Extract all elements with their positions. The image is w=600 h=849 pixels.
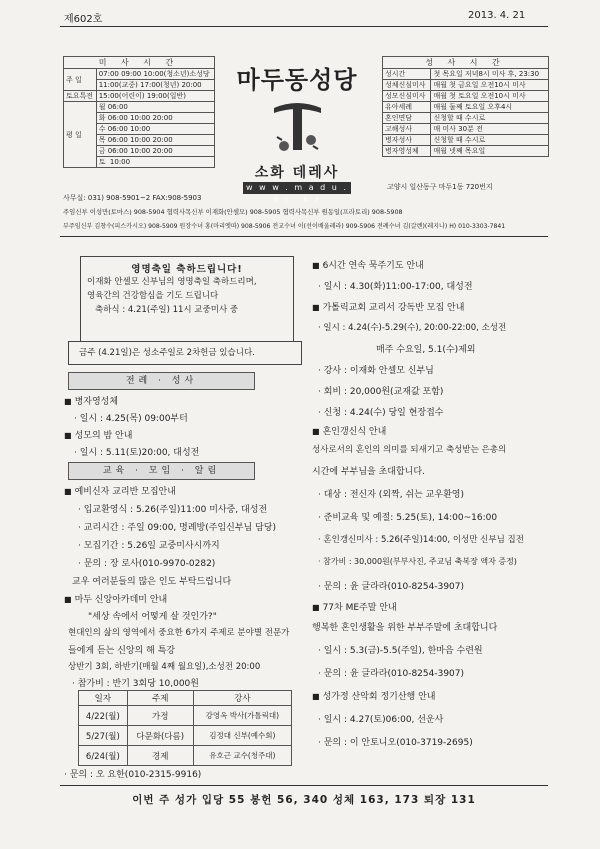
item-detail: · 참가비 : 30,000원(부부사진, 주교님 축복장 액자 증정) (318, 557, 517, 566)
item-detail: · 일시 : 5.3(금)-5.5(주일), 한마음 수련원 (318, 646, 483, 656)
item-detail: · 준비교육 및 예절: 5.25(토), 14:00~16:00 (318, 513, 498, 523)
sacrament-key: 유아세례 (383, 102, 431, 113)
sacrament-key: 성시간 (383, 69, 431, 80)
table-cell: 다문화(다름) (127, 726, 193, 746)
item-detail: 교우 여러분들의 많은 인도 부탁드립니다 (72, 577, 232, 587)
weekday: 월 (98, 103, 106, 111)
item-detail: 시간에 부부님을 초대합니다. (312, 467, 425, 477)
website-link[interactable]: w w w . m a d u . o r . k r (243, 182, 351, 194)
sacrament-value: 신청할 때 수시로 (431, 135, 549, 146)
table-cell: 6/24(월) (79, 746, 128, 766)
mass-times: 07:00 09:00 10:00(청소년)소성당 (96, 69, 214, 80)
sacrament-key: 혼인면담 (383, 113, 431, 124)
sacrament-value: 첫 목요일 저녁8시 미사 후, 23:30 (431, 69, 549, 80)
church-address: 고양시 일산동구 마두1동 720번지 (387, 183, 493, 191)
cross-logo-icon (270, 96, 325, 156)
square-bullet-icon: ■ (64, 595, 72, 604)
square-bullet-icon: ■ (312, 427, 320, 436)
square-bullet-icon: ■ (64, 487, 72, 496)
header-divider (60, 236, 548, 237)
sacrament-key: 병자성사 (383, 135, 431, 146)
table-cell: 가정 (127, 706, 193, 726)
top-divider (60, 26, 548, 27)
item-detail: · 문의 : 오 요한(010-2315-9916) (64, 770, 202, 780)
issue-date: 2013. 4. 21 (468, 10, 526, 21)
sacrament-value: 매월 둘째 토요일 오후4시 (431, 102, 549, 113)
mass-times: 15:00(어린이) 19:00(일반) (96, 91, 214, 102)
item-detail: · 일시 : 5.11(토)20:00, 대성전 (74, 448, 200, 458)
item-detail: 성사로서의 혼인의 의미를 되새기고 축성받는 은총의 (312, 445, 507, 455)
item-heading: 성모의 밤 안내 (74, 431, 133, 441)
sacrament-key: 고해성사 (383, 124, 431, 135)
weekday-times: 10:00 (107, 158, 131, 166)
staff-contact: 부주임신부 김창수(피스카시오) 908-5909 원장수녀 홍(마리엣따) 908-5906 전교수녀 이(선이배울레라) 909-5906 전례수녀 김(갈렌)(레지나) H) 010-3303-7841 (63, 223, 506, 230)
section-header-liturgy: 전례 · 성사 (68, 372, 255, 390)
sacrament-key: 성체신심미사 (383, 80, 431, 91)
office-contact: 사무실: 031) 908-5901~2 FAX:908-5903 (63, 194, 202, 202)
footer-divider (60, 785, 548, 786)
sacrament-key: 병자영성체 (383, 146, 431, 157)
item-detail: · 일시 : 4.27(토)06:00, 선운사 (318, 715, 444, 725)
item-detail: · 일시 : 4.30(화)11:00-17:00, 대성전 (318, 282, 473, 292)
item-detail: 들에게 듣는 신앙의 해 특강 (68, 646, 176, 656)
item-detail: 매주 수요일, 5.1(수)제외 (376, 345, 476, 355)
table-cell: 5/27(월) (79, 726, 128, 746)
table-header: 강사 (193, 691, 291, 706)
weekday-times: 06:00 10:00 20:00 (107, 136, 173, 144)
square-bullet-icon: ■ (64, 397, 72, 406)
item-detail: · 입교환영식 : 5.26(주일)11:00 미사중, 대성전 (78, 505, 268, 515)
greeting-line: 축하식 : 4.21(주일) 11시 교중미사 중 (95, 305, 239, 315)
item-heading: 77차 ME주말 안내 (322, 603, 397, 613)
mass-label-weekday: 평 일 (64, 102, 97, 168)
mass-schedule-table (63, 56, 215, 168)
lecture-table (78, 690, 292, 766)
staff-contact: 주임신부 이성만(토마스) 908-5904 협력사목신부 이재화(안셀모) 908-5905 협력사목신부 원동일(프라토리) 908-5908 (63, 208, 403, 216)
table-cell: 유호근 교수(청주대) (193, 746, 291, 766)
item-detail: 상반기 3회, 하반기(매월 4째 월요일),소성전 20:00 (68, 662, 261, 672)
weekday: 수 (98, 125, 106, 133)
item-detail: · 일시 : 4.24(수)-5.29(수), 20:00-22:00, 소성전 (318, 323, 507, 333)
item-heading: 가톨릭교회 교리서 강독반 모집 안내 (322, 303, 465, 313)
hymn-numbers-footer: 이번 주 성가 입당 55 봉헌 56, 340 성체 163, 173 퇴장 131 (132, 794, 476, 806)
item-detail: · 문의 : 윤 글라라(010-8254-3907) (318, 669, 465, 679)
sacrament-value: 매월 넷째 목요일 (431, 146, 549, 157)
mass-label-sunday: 주 일 (64, 69, 97, 91)
item-detail: · 참가비 : 반기 3회당 10,000원 (72, 679, 199, 689)
item-heading: 예비신자 교리반 모집안내 (74, 487, 176, 497)
greeting-line: 영육간의 건강함심을 기도 드립니다 (87, 291, 219, 301)
square-bullet-icon: ■ (312, 261, 320, 270)
item-detail: · 일시 : 4.25(목) 09:00부터 (74, 414, 188, 424)
table-cell: 김정대 신부(예수회) (193, 726, 291, 746)
item-heading: 혼인갱신식 안내 (322, 427, 387, 437)
table-row (79, 726, 292, 746)
square-bullet-icon: ■ (312, 692, 320, 701)
item-detail: · 신청 : 4.24(수) 당일 현장접수 (318, 408, 444, 418)
weekday-times: 06:00 (107, 103, 128, 111)
table-cell: 경제 (127, 746, 193, 766)
mass-times: 11:00(교중) 17:00(청년) 20:00 (96, 80, 214, 91)
notice-box: 금주 (4.21일)은 성소주일로 2차헌금 있습니다. (68, 341, 302, 365)
greeting-title: 영명축일 축하드립니다! (131, 264, 243, 275)
greeting-line: 이재화 안셀모 신부님의 영명축일 축하드리며, (87, 277, 257, 287)
weekday: 화 (98, 114, 106, 122)
square-bullet-icon: ■ (312, 303, 320, 312)
item-detail: · 강사 : 이재화 안셀모 신부님 (318, 366, 434, 376)
table-cell: 4/22(월) (79, 706, 128, 726)
square-bullet-icon: ■ (312, 603, 320, 612)
weekday: 목 (98, 136, 106, 144)
mass-schedule-title: 미 사 시 간 (64, 57, 215, 69)
item-detail: · 대상 : 전신자 (외짝, 쉬는 교우환영) (318, 490, 464, 500)
weekday-times: 06:00 10:00 20:00 (107, 147, 173, 155)
mass-label-saturday: 토요특전 (64, 91, 97, 102)
issue-number: 제602호 (64, 14, 103, 25)
sacrament-title: 성 사 시 간 (383, 57, 549, 69)
item-detail: · 문의 : 장 로사(010-9970-0282) (78, 559, 216, 569)
sacrament-schedule-table (382, 56, 549, 157)
table-cell: 강영옥 박사(가톨릭대) (193, 706, 291, 726)
weekday: 금 (98, 147, 106, 155)
sacrament-value: 매월 첫 토요일 오전10시 미사 (431, 91, 549, 102)
item-detail: 현대인의 삶의 영역에서 중요한 6가지 주제로 분야별 전문가 (68, 628, 290, 638)
weekday: 토 (98, 158, 106, 166)
sacrament-value: 신청할 때 수시로 (431, 113, 549, 124)
table-row (79, 706, 292, 726)
item-heading: 병자영성체 (74, 397, 119, 407)
square-bullet-icon: ■ (64, 431, 72, 440)
item-detail: "세상 속에서 어떻게 살 것인가?" (88, 612, 217, 622)
section-header-education: 교육 · 모임 · 알림 (68, 462, 255, 480)
table-header: 주제 (127, 691, 193, 706)
item-detail: · 모집기간 : 5.26일 교중미사시까지 (78, 541, 220, 551)
sacrament-value: 매월 첫 금요일 오전10시 미사 (431, 80, 549, 91)
item-detail: · 회비 : 20,000원(교재값 포함) (318, 387, 444, 397)
sacrament-key: 성모신심미사 (383, 91, 431, 102)
weekday-times: 06:00 10:00 20:00 (107, 114, 173, 122)
item-heading: 6시간 연속 묵주기도 안내 (322, 261, 424, 271)
item-heading: 성가정 산악회 정기산행 안내 (322, 692, 436, 702)
church-name: 마두동성당 (236, 66, 358, 94)
item-detail: · 문의 : 윤 글라라(010-8254-3907) (318, 582, 465, 592)
item-heading: 마두 신앙아카데미 안내 (74, 595, 168, 605)
item-detail: 행복한 혼인생활을 위한 부부주말에 초대합니다 (312, 623, 498, 633)
item-detail: · 교리시간 : 주일 09:00, 명례방(주임신부님 담당) (78, 523, 276, 533)
table-header: 일자 (79, 691, 128, 706)
sacrament-value: 매 미사 30분 전 (431, 124, 549, 135)
church-patron: 소화 데레사 (254, 165, 340, 181)
weekday-times: 06:00 10:00 (107, 125, 151, 133)
item-detail: · 문의 : 이 안토니오(010-3719-2695) (318, 738, 473, 748)
greeting-box (80, 256, 294, 344)
item-detail: · 혼인갱신미사 : 5.26(주일)14:00, 이성만 신부님 집전 (318, 535, 524, 545)
table-row (79, 746, 292, 766)
